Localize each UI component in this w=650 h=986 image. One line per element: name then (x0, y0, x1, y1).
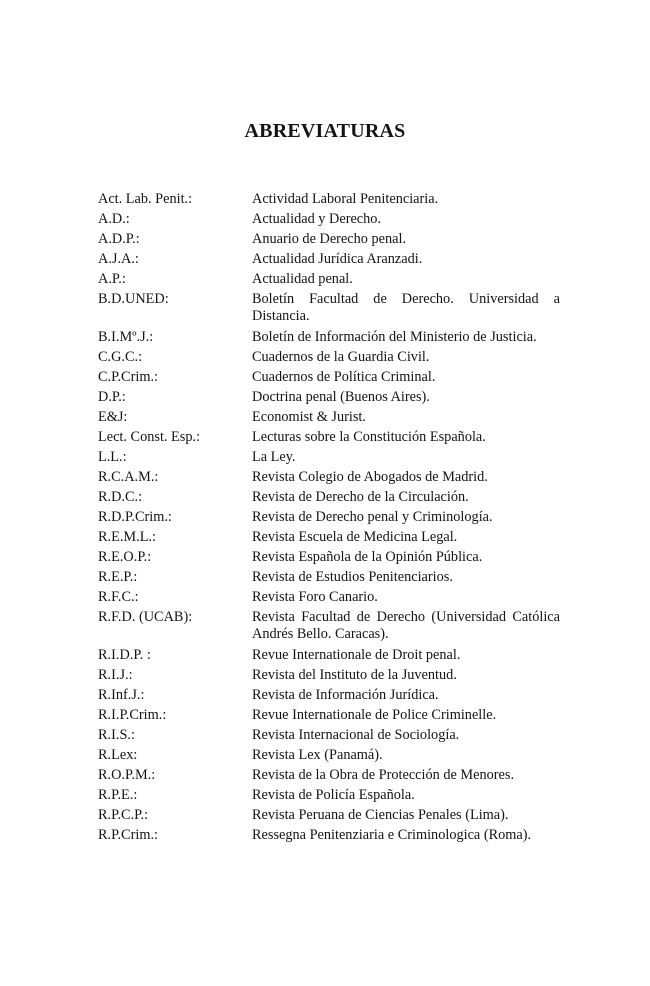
list-item (98, 229, 560, 249)
definition: Revista Foro Canario. (252, 589, 378, 605)
abbreviation: D.P.: (98, 389, 126, 405)
abbreviation: R.E.P.: (98, 569, 138, 585)
abbreviation: A.P.: (98, 271, 126, 287)
abbreviation: R.O.P.M.: (98, 767, 156, 783)
abbreviation: R.P.E.: (98, 787, 138, 803)
definition: Actualidad penal. (252, 271, 353, 287)
list-item (98, 805, 560, 825)
definition: Actualidad y Derecho. (252, 211, 382, 227)
abbreviation: R.E.M.L.: (98, 529, 156, 545)
abbreviation: A.J.A.: (98, 251, 139, 267)
definition: Revista Colegio de Abogados de Madrid. (252, 469, 488, 485)
list-item (98, 407, 560, 427)
definition: Revista de Derecho penal y Criminología. (252, 509, 493, 525)
list-item (98, 387, 560, 407)
definition: Cuadernos de la Guardia Civil. (252, 349, 430, 365)
definition: Cuadernos de Política Criminal. (252, 369, 436, 385)
definition: Revue Internationale de Police Criminelle. (252, 707, 497, 723)
list-item (98, 725, 560, 745)
list-item (98, 209, 560, 229)
abbreviation: A.D.P.: (98, 231, 140, 247)
abbreviation: Lect. Const. Esp.: (98, 429, 201, 445)
abbreviation: R.D.C.: (98, 489, 143, 505)
list-item (98, 447, 560, 467)
definition: Revue Internationale de Droit penal. (252, 647, 461, 663)
list-item (98, 765, 560, 785)
list-item (98, 547, 560, 567)
list-item (98, 587, 560, 607)
definition: Anuario de Derecho penal. (252, 231, 407, 247)
list-item (98, 825, 560, 845)
abbreviation: R.F.D. (UCAB): (98, 609, 193, 625)
list-item (98, 367, 560, 387)
abbreviation: B.I.Mº.J.: (98, 329, 154, 345)
abbreviation: R.D.P.Crim.: (98, 509, 172, 525)
list-item (98, 507, 560, 527)
abbreviation: Act. Lab. Penit.: (98, 191, 193, 207)
abbreviation: R.Inf.J.: (98, 687, 145, 703)
list-item (98, 785, 560, 805)
abbreviation: B.D.UNED: (98, 291, 169, 307)
abbreviation: R.Lex: (98, 747, 138, 763)
abbreviation: R.I.P.Crim.: (98, 707, 167, 723)
list-item (98, 685, 560, 705)
list-item (98, 607, 560, 645)
definition: Revista Peruana de Ciencias Penales (Lima). (252, 807, 509, 823)
abbreviation: R.I.D.P. : (98, 647, 151, 663)
abbreviation: A.D.: (98, 211, 130, 227)
definition: Revista de Policía Española. (252, 787, 415, 803)
abbreviation: R.C.A.M.: (98, 469, 159, 485)
abbreviation: R.E.O.P.: (98, 549, 152, 565)
definition: Economist & Jurist. (252, 409, 366, 425)
list-item (98, 249, 560, 269)
abbreviation: R.F.C.: (98, 589, 139, 605)
page-title: ABREVIATURAS (244, 120, 406, 142)
abbreviations-list (98, 189, 560, 845)
abbreviation: L.L.: (98, 449, 127, 465)
definition: Revista de Estudios Penitenciarios. (252, 569, 453, 585)
definition: Lecturas sobre la Constitución Española. (252, 429, 486, 445)
list-item (98, 567, 560, 587)
definition: Revista Internacional de Sociología. (252, 727, 460, 743)
definition: La Ley. (252, 449, 296, 465)
definition: Boletín de Información del Ministerio de Justicia. (252, 329, 537, 345)
list-item (98, 487, 560, 507)
list-item (98, 327, 560, 347)
list-item (98, 527, 560, 547)
abbreviation: R.P.Crim.: (98, 827, 158, 843)
abbreviation: C.P.Crim.: (98, 369, 158, 385)
definition: Ressegna Penitenziaria e Criminologica (Roma). (252, 827, 532, 843)
definition: Revista de Información Jurídica. (252, 687, 439, 703)
list-item (98, 289, 560, 327)
definition: Actividad Laboral Penitenciaria. (252, 191, 439, 207)
list-item (98, 745, 560, 765)
definition: Revista del Instituto de la Juventud. (252, 667, 457, 683)
list-item (98, 269, 560, 289)
definition: Revista de Derecho de la Circulación. (252, 489, 469, 505)
list-item (98, 427, 560, 447)
definition: Revista de la Obra de Protección de Menores. (252, 767, 515, 783)
list-item (98, 467, 560, 487)
abbreviation: E&J: (98, 409, 128, 425)
list-item (98, 347, 560, 367)
abbreviation: R.I.S.: (98, 727, 135, 743)
definition: Doctrina penal (Buenos Aires). (252, 389, 430, 405)
abbreviation: R.I.J.: (98, 667, 133, 683)
definition: Revista Española de la Opinión Pública. (252, 549, 483, 565)
list-item (98, 189, 560, 209)
definition: Revista Escuela de Medicina Legal. (252, 529, 458, 545)
abbreviation: C.G.C.: (98, 349, 143, 365)
definition: Revista Facultad de Derecho (Universidad Católica Andrés Bello. Caracas). (252, 609, 560, 642)
list-item (98, 665, 560, 685)
definition: Actualidad Jurídica Aranzadi. (252, 251, 423, 267)
list-item (98, 645, 560, 665)
definition: Boletín Facultad de Derecho. Universidad a Distancia. (252, 291, 560, 324)
list-item (98, 705, 560, 725)
definition: Revista Lex (Panamá). (252, 747, 383, 763)
abbreviation: R.P.C.P.: (98, 807, 149, 823)
